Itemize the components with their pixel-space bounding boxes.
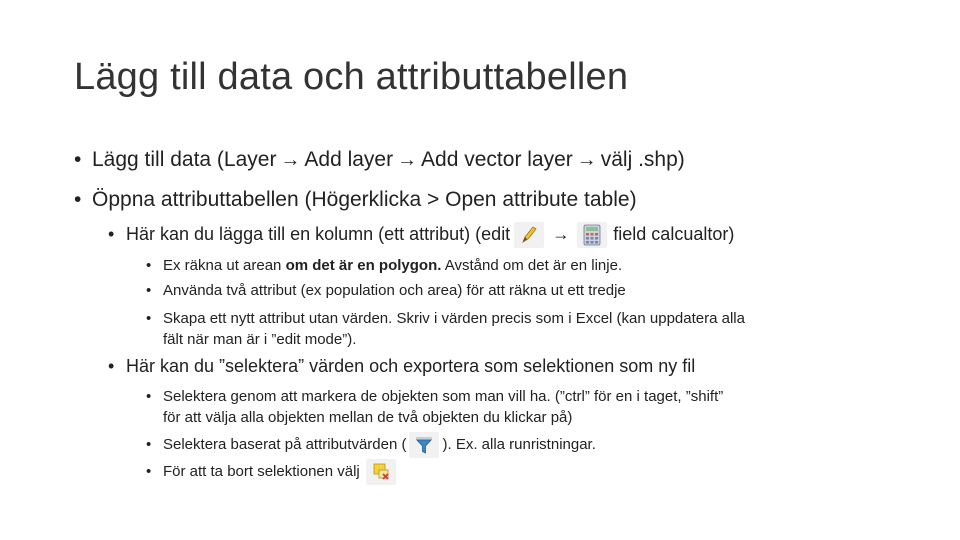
bullet-add-column xyxy=(108,222,734,248)
bullet-text: Add layer xyxy=(304,148,394,171)
sub-bullet-text: Ex räkna ut arean xyxy=(163,257,282,274)
bullet-dot: • xyxy=(146,282,152,299)
sub-bullet-two-attributes xyxy=(146,280,626,301)
arrow-icon: → xyxy=(280,149,301,171)
sub-bullet-text: Selektera baserat på attributvärden ( xyxy=(163,435,407,453)
arrow-icon: → xyxy=(576,149,597,171)
bullet-dot: • xyxy=(108,223,115,244)
sub-bullet-text: ). Ex. alla runristningar. xyxy=(442,435,596,453)
bullet-text: välj .shp) xyxy=(600,148,685,171)
arrow-icon: → xyxy=(552,224,570,244)
pencil-icon xyxy=(514,222,544,248)
sub-bullet-new-attribute xyxy=(146,308,745,350)
bullet-dot: • xyxy=(146,257,152,274)
deselect-icon xyxy=(366,459,396,485)
sub-bullet-text: Skapa ett nytt attribut utan värden. Skriv i värden precis som i Excel (kan uppdatera alla xyxy=(163,310,745,327)
bullet-dot: • xyxy=(146,388,152,405)
bullet-text: Add vector layer xyxy=(421,148,573,171)
field-calculator-icon xyxy=(577,222,607,248)
bullet-dot: • xyxy=(146,462,152,480)
bullet-text: Här kan du ”selektera” värden och exportera som selektionen som ny fil xyxy=(126,356,696,376)
sub-bullet-text: Avstånd om det är en linje. xyxy=(444,257,623,274)
bullet-select-values xyxy=(108,356,695,377)
sub-bullet-text: Selektera genom att markera de objekten som man vill ha. (”ctrl” för en i taget, ”shift” xyxy=(163,388,724,405)
bullet-dot: • xyxy=(146,310,152,327)
bullet-dot: • xyxy=(74,148,82,171)
sub-bullet-text: fält när man är i ”edit mode”). xyxy=(163,331,357,348)
sub-bullet-area xyxy=(146,255,622,276)
bullet-text: Lägg till data (Layer xyxy=(92,148,277,171)
sub-bullet-text: Använda två attribut (ex population och area) för att räkna ut ett tredje xyxy=(163,282,626,299)
sub-bullet-text: För att ta bort selektionen välj xyxy=(163,462,360,480)
bullet-dot: • xyxy=(74,188,82,211)
sub-bullet-select-objects xyxy=(146,386,723,428)
bullet-text: Öppna attributtabellen (Högerklicka > Open attribute table) xyxy=(92,188,637,211)
bullet-dot: • xyxy=(146,435,152,453)
sub-bullet-text: för att välja alla objekten mellan de två objekten du klickar på) xyxy=(163,409,573,426)
arrow-icon: → xyxy=(397,149,418,171)
sub-bullet-deselect xyxy=(146,459,400,485)
bullet-dot: • xyxy=(108,356,115,376)
bullet-add-data xyxy=(74,148,685,172)
bullet-open-attribute-table xyxy=(74,188,637,212)
slide-title: Lägg till data och attributtabellen xyxy=(74,56,629,98)
bullet-text: field calcualtor) xyxy=(613,223,735,244)
bullet-text: Här kan du lägga till en kolumn (ett attribut) (edit xyxy=(126,223,511,244)
sub-bullet-bold-text: om det är en polygon. xyxy=(285,257,442,274)
sub-bullet-select-by-attribute xyxy=(146,432,596,458)
filter-icon xyxy=(409,432,439,458)
